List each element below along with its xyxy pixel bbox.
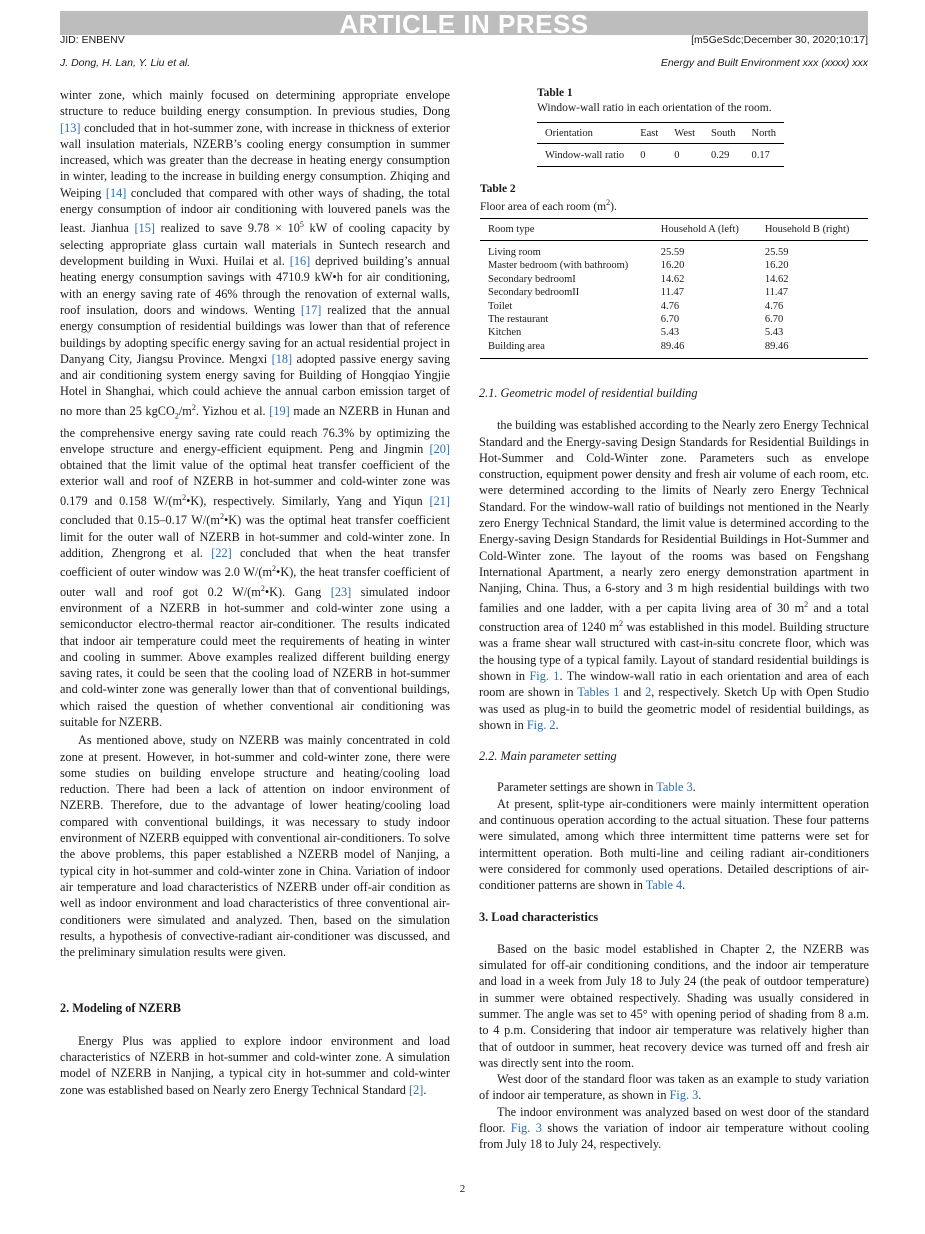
text-run: The indoor environment was analyzed based on west door of the standard floor.	[479, 1104, 869, 1136]
reference-link[interactable]: [20]	[429, 441, 450, 456]
table-2-cell: 11.47	[764, 287, 789, 299]
table-2-caption-sup: 2	[606, 198, 611, 207]
reference-link[interactable]: [22]	[211, 545, 232, 560]
table-2-cell: 89.46	[757, 340, 868, 359]
intro-paragraph-2: As mentioned above, study on NZERB was mainly concentrated in cold zone at present. However, in hot-summer and cold-winter zone, there were some studies on building envelope structure and heating/cooling load reduction. There had been a lack of attention on indoor environment of NZERB. Therefore, due to the advantage of lower heating/cooling load compared with conventional buildings, it was necessary to study indoor environment of NZERB equipped with conventional air-conditioners. To solve the above problems, this paper established a NZERB model of Nanjing, a typical city in hot-summer and cold-winter zone in China. Variation of indoor air temperature and load characteristics of NZERB under off-air condition as well as indoor environment and load characteristics of three conventional air-conditioners were simulated and analyzed. Then, based on the simulation results, a hypothesis of convective-radiant air-conditioner was discussed, and the preliminary simulation results were given.	[60, 733, 450, 960]
text-run: and a total construction area of 1240 m	[479, 600, 869, 635]
table-2-caption	[480, 198, 617, 213]
reference-link[interactable]: [21]	[429, 493, 450, 508]
text-run: simulated indoor environment of a NZERB in hot-summer and cold-winter zone using a semiconductor electro-thermal reactor air-conditioner. The results indicated that indoor air temperature could meet the requirements of heating in winter and cooling in summer. Above examples realized different building energy saving rates, it could be seen that the cooling load of NZERB in hot-summer and cold-winter zone was generally lower than that of conventional buildings, which raised the question of whether conventional air conditioning was suitable for NZERB.	[60, 584, 451, 729]
reference-link[interactable]: Fig. 1	[529, 668, 560, 683]
text-run: , respectively. Sketch Up with Open Studio was used as plug-in to build the geometric model of residential buildings, as shown in	[479, 685, 869, 732]
reference-link[interactable]: [23]	[330, 584, 352, 599]
superscript: 2	[618, 618, 623, 628]
load-paragraph-3	[479, 1104, 869, 1153]
table-2-cell: Living room	[488, 247, 541, 258]
table-2-cell: 25.59	[764, 247, 789, 258]
table-1-row	[537, 144, 784, 167]
text-run: Energy Plus was applied to explore indoor environment and load characteristics of NZERB in hot-summer and cold-winter zone. A simulation model of NZERB in Nanjing, a typical city in hot-summer and cold-winter zone was established based on Nearly zero Energy Technical Standard	[60, 1033, 450, 1097]
text-run: •K), the heat transfer coefficient of outer wall and roof got 0.2 W/(m	[60, 565, 450, 599]
table-2-cell: Building area	[480, 340, 653, 359]
geometric-model-paragraph	[479, 417, 869, 733]
text-run: deprived building’s annual heating energy consumption savings with 4710.9 kW•h for air conditioning, with an energy saving rate of 46% through the renovation of external walls, roof insulation, doors and windows. Wenting	[60, 254, 450, 317]
reference-link[interactable]: Table 4	[645, 878, 683, 893]
text-run: concluded that 0.15–0.17 W/(m	[60, 513, 220, 528]
table-1-header-cell: Orientation	[537, 123, 632, 144]
text-run: and	[619, 685, 646, 700]
reference-link[interactable]: [16]	[289, 254, 311, 269]
superscript: 2	[260, 583, 265, 593]
superscript: 5	[299, 220, 304, 230]
table-2-cell: 6.70	[764, 314, 784, 326]
reference-link[interactable]: [18]	[271, 351, 293, 366]
text-run: Parameter settings are shown in	[497, 780, 657, 795]
table-1-header-row	[537, 123, 784, 144]
parameter-paragraph	[479, 779, 869, 795]
table-2-cell: Master bedroom (with bathroom)	[488, 260, 629, 272]
text-run: obtained that the limit value of the optimal heat transfer coefficient of the exterior wall and roof of NZERB in hot-summer and cold-winter zone was 0.179 and 0.158 W/(m	[60, 458, 450, 508]
text-run: . Yizhou et al.	[195, 403, 270, 418]
table-2-row	[480, 326, 868, 339]
superscript: 2	[804, 599, 809, 609]
text-run: concluded that compared with other ways of shading, the total energy consumption of indoor air conditioning with louvered panels was the least. Jianhua	[60, 185, 450, 236]
table-2-cell: 4.76	[660, 300, 680, 312]
right-column	[479, 385, 869, 1153]
table-2-cell: Kitchen	[488, 327, 522, 339]
text-run: concluded that in hot-summer zone, with increase in thickness of exterior wall insulation materials, NZERB’s cooling energy consumption in summer increased, which was greater than the decrease in heating energy consumption in winter, leading to the increase in building energy consumption. Zhiqing and Weiping	[60, 120, 450, 200]
intro-paragraph-1	[60, 87, 450, 730]
table-2-title: Table 2	[480, 183, 516, 195]
subsection-2-2-heading: 2.2. Main parameter setting	[479, 749, 617, 764]
text-run: . The window-wall ratio in each orientation and area of each room are shown in	[479, 668, 870, 700]
table-2-header-row	[480, 219, 868, 241]
text-run: shows the variation of indoor air temperature without cooling from July 18 to July 24, respectively.	[479, 1121, 870, 1152]
subscript: 2	[174, 411, 179, 421]
table-1-cell: 0	[666, 144, 703, 167]
version-stamp: [m5GeSdc;December 30, 2020;10:17]	[691, 34, 868, 46]
reference-link[interactable]: [19]	[269, 403, 290, 418]
table-2-cell: 14.62	[660, 273, 685, 285]
reference-link[interactable]: [17]	[300, 302, 322, 317]
text-run: winter zone, which mainly focused on determining appropriate envelope structure to reduce building energy consumption. In previous studies, Dong	[60, 88, 450, 119]
text-run: West door of the standard floor was taken as an example to study variation of indoor air temperature, as shown in	[479, 1072, 869, 1103]
table-2-row	[480, 273, 868, 286]
table-2-row	[480, 286, 868, 299]
section-3-heading: 3. Load characteristics	[479, 909, 599, 924]
text-run: the building was established according to the Nearly zero Energy Technical Standard and the Energy-saving Design Standards for Residential Buildings in Hot-Summer and Cold-Winter zone. Parameters such as envelope construction, equipment power density and fresh air volume of each room, etc. were determined according to the limits of Nearly zero Energy Technical Standard. For the window-wall ratio of buildings not mentioned in the Nearly zero Energy Technical Standard, the limit value is determined according to the Energy-saving Design Standards for Residential Buildings in Hot-Summer and Cold-Winter zone. The layout of the rooms was based on Fengshang International Apartment, a nearly zero energy demonstration apartment in Nanjing, China. Thus, a 6-story and 3 m high residential buildings with two families and one ladder, with a per capita living area of 30 m	[479, 418, 869, 615]
article-in-press-banner: ARTICLE IN PRESS	[60, 11, 868, 35]
text-run: made an NZERB in Hunan and the comprehensive energy saving rate could reach 76.3% by optimizing the envelope structure and energy-efficient equipment. Peng and Jingmin	[60, 403, 450, 456]
table-1	[537, 122, 784, 167]
reference-link[interactable]: Tables 1	[577, 685, 620, 700]
table-2-cell: Secondary bedroomI	[488, 273, 576, 285]
reference-link[interactable]: [15]	[134, 221, 155, 236]
superscript: 2	[272, 564, 277, 574]
reference-link[interactable]: Fig. 3	[669, 1088, 699, 1103]
text-run: adopted passive energy saving and air conditioning system energy saving for Building of Hongqiao Yingjie Hotel in Shanghai, which could achieve the annual carbon emission target of no more than 25 kgCO	[60, 351, 451, 418]
table-2-header-cell: Household B (right)	[757, 219, 868, 241]
text-run: kW of cooling capacity by selecting appropriate glass curtain wall materials in Suntech research and development building in Wuxi. Huilai et al.	[60, 221, 450, 269]
subsection-2-1-heading: 2.1. Geometric model of residential building	[479, 386, 698, 400]
text-run: concluded that when the heat transfer coefficient of outer window was 2.0 W/(m	[60, 545, 451, 580]
table-1-cell: 0.17	[744, 144, 785, 167]
air-conditioner-paragraph	[479, 796, 869, 894]
running-journal: Energy and Built Environment xxx (xxxx) xxx	[660, 57, 868, 69]
table-2-cell: 16.20	[660, 260, 685, 272]
table-2-row	[480, 340, 868, 359]
journal-id: JID: ENBENV	[60, 34, 125, 46]
load-paragraph-2	[479, 1071, 869, 1104]
table-2-cell: Toilet	[488, 300, 513, 312]
text-run: •K) was the optimal heat transfer coefficient limit for the outer wall of NZERB in hot-summer and cold-winter zone. In addition, Zhengrong et al.	[60, 513, 450, 560]
table-2-row	[480, 300, 868, 313]
left-column	[60, 87, 450, 1098]
table-2-caption-text: Floor area of each room (m	[480, 200, 607, 213]
text-run: •K), respectively. Similarly, Yang and Yiqun	[186, 493, 430, 508]
table-2-cell: The restaurant	[488, 314, 549, 326]
text-run: At present, split-type air-conditioners were mainly intermittent operation and continuous operation according to the actual situation. These four patterns were simulated, among which three intermittent time patterns were set for intermittent operation. Both multi-line and ceiling radiant air-conditioners were considered for commonly used operations. Detailed descriptions of air-conditioner patterns are shown in	[479, 796, 869, 893]
table-2-cell: 6.70	[660, 314, 680, 326]
table-2-body	[480, 241, 868, 359]
reference-link[interactable]: [14]	[105, 185, 127, 200]
table-2-row	[480, 313, 868, 326]
reference-link[interactable]: Fig. 2	[526, 717, 556, 732]
table-2-cell: Secondary bedroomII	[488, 287, 580, 299]
table-2-header-cell: Household A (left)	[653, 219, 757, 241]
section-2-heading: 2. Modeling of NZERB	[60, 1001, 181, 1016]
table-2-cell: 5.43	[660, 327, 680, 339]
superscript: 2	[182, 492, 187, 502]
superscript: 2	[219, 512, 224, 522]
table-2-cell: 89.46	[653, 340, 757, 359]
text-run: /m	[178, 403, 192, 418]
table-1-title: Table 1	[537, 87, 573, 99]
table-1-cell: 0	[632, 144, 666, 167]
reference-link[interactable]: Fig. 3	[510, 1121, 542, 1136]
superscript: 2	[191, 402, 196, 412]
table-2-row	[480, 259, 868, 272]
text-run: .	[682, 878, 686, 893]
table-1-cell: 0.29	[703, 144, 744, 167]
text-run: .	[698, 1088, 702, 1103]
running-authors: J. Dong, H. Lan, Y. Liu et al.	[60, 57, 191, 69]
page-number: 2	[459, 1183, 466, 1195]
table-1-cell: Window-wall ratio	[537, 144, 632, 167]
text-run: was established in this model. Building structure was a frame shear wall structured with cast-in-situ concrete floor, which was the housing type of a typical family. Layout of standard residential buildings is shown in	[479, 620, 869, 683]
table-1-header-cell: East	[632, 123, 666, 144]
table-2-cell: 25.59	[660, 247, 685, 258]
table-1-caption: Window-wall ratio in each orientation of the room.	[537, 102, 772, 114]
reference-link[interactable]: [13]	[60, 120, 81, 135]
text-run: •K). Gang	[264, 584, 331, 599]
text-run: realized to save 9.78 × 10	[154, 221, 300, 236]
text-run: .	[423, 1082, 427, 1097]
text-run: .	[692, 780, 696, 795]
table-2-cell: 5.43	[764, 327, 784, 339]
table-2-row	[480, 241, 868, 260]
text-run: .	[555, 717, 559, 732]
table-2-caption-end: ).	[610, 200, 617, 213]
table-2-cell: 11.47	[660, 287, 684, 299]
load-paragraph-1: Based on the basic model established in Chapter 2, the NZERB was simulated for off-air conditioning conditions, and the indoor air temperature and load in a week from July 18 to July 24 (the peak of outdoor temperature) in summer were obtained respectively. Shading was usually considered in summer. The angle was set to 45° with opening period of shading from 8 a.m. to 4 p.m. Considering that indoor air temperature was relatively higher than that of outdoor in summer, heat recovery device was turned off and fresh air was directly sent into the room.	[479, 941, 869, 1070]
table-2-header-cell: Room type	[480, 219, 653, 241]
reference-link[interactable]: [2]	[409, 1082, 424, 1097]
table-1-header-cell: West	[666, 123, 703, 144]
text-run: realized that the annual energy consumption of residential buildings was lower than that of reference buildings by adopting specific energy saving for an actual residential project in Danyang City, Jiangsu Province. Mengxi	[60, 302, 450, 366]
table-1-header-cell: North	[744, 123, 785, 144]
table-2	[480, 218, 868, 359]
table-2-cell: 16.20	[764, 260, 789, 272]
table-1-header-cell: South	[703, 123, 744, 144]
table-2-cell: 14.62	[764, 273, 789, 285]
table-2-cell: 4.76	[764, 300, 784, 312]
reference-link[interactable]: Table 3	[656, 780, 693, 795]
modeling-paragraph	[60, 1033, 450, 1098]
reference-link[interactable]: 2	[645, 685, 652, 700]
